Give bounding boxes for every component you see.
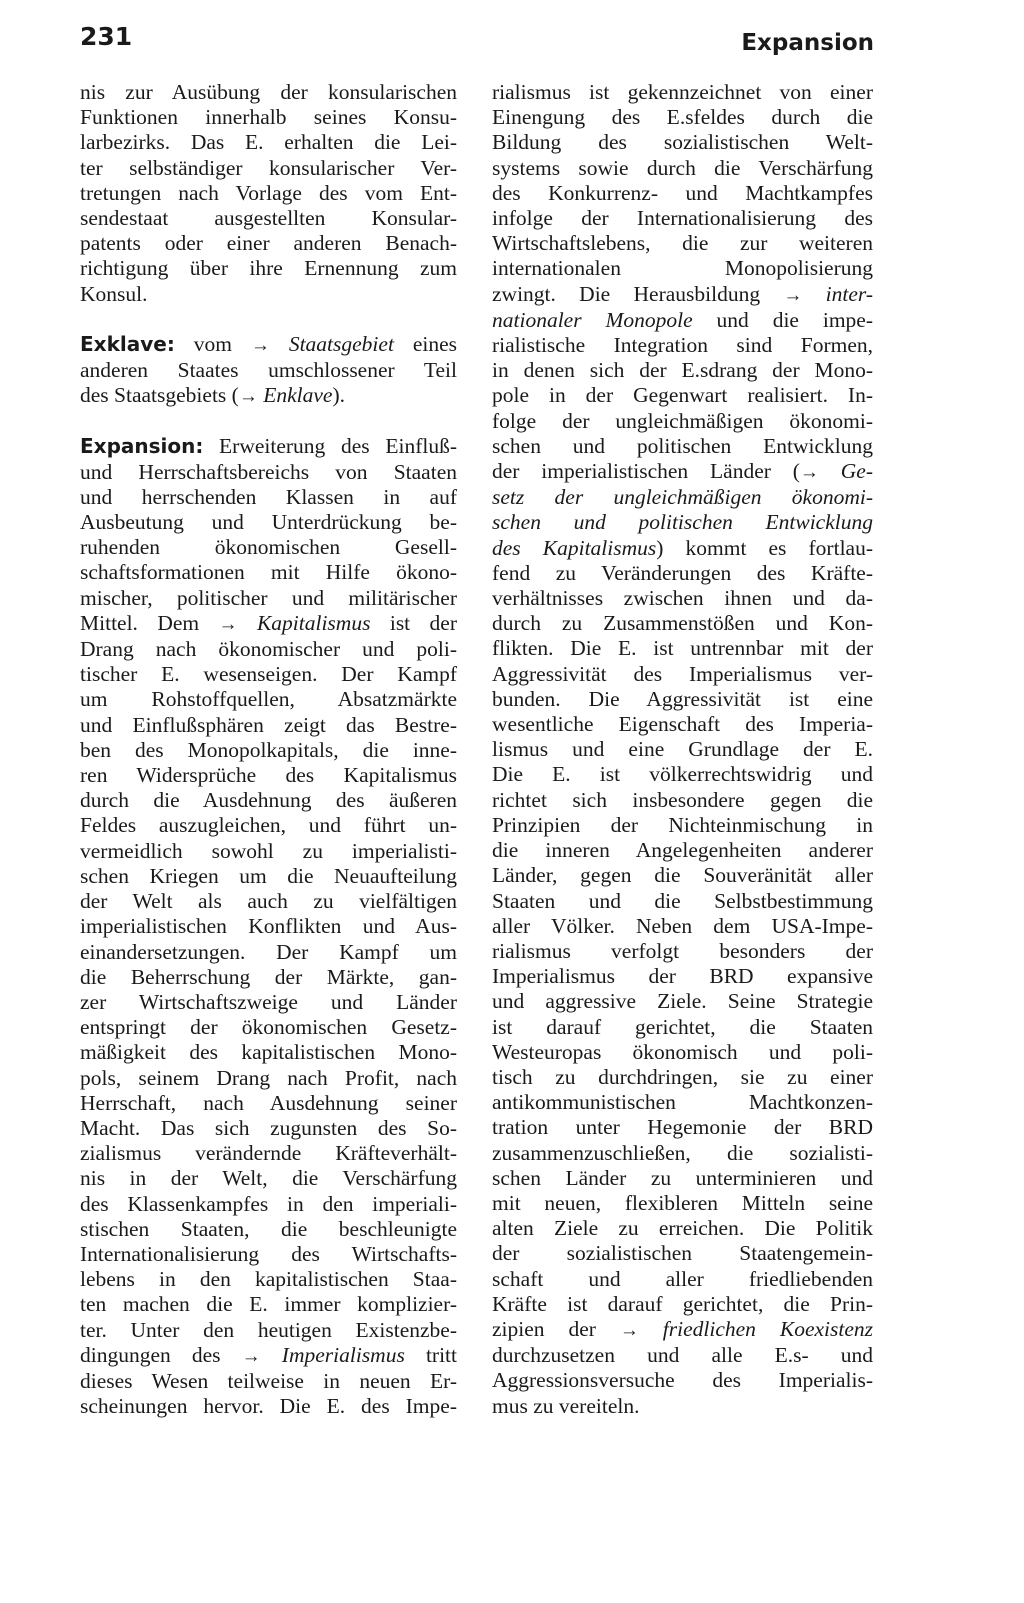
cross-reference-friedliche-koexistenz[interactable]: friedlichen Koexistenz	[662, 1316, 874, 1341]
text-line: tration unter Hegemonie der BRD	[492, 1115, 873, 1140]
text-line: ten machen die E. immer komplizier-	[80, 1292, 457, 1317]
text-line: Feldes auszugleichen, und führt un-	[80, 813, 457, 838]
text-line: bunden. Die Aggressivität ist eine	[492, 686, 873, 711]
text-line	[492, 485, 873, 510]
text-line: mit neuen, flexibleren Mitteln seine	[492, 1190, 873, 1215]
text-line: durchzusetzen und alle E.s- und	[492, 1343, 873, 1368]
text-line: tischer E. wesenseigen. Der Kampf	[80, 662, 457, 687]
paragraph-lines	[492, 561, 873, 1317]
cross-reference-staatsgebiet[interactable]: Staatsgebiet	[288, 331, 394, 356]
text-line: tisch zu durchdringen, sie zu einer	[492, 1064, 873, 1089]
text-line: schen Länder zu unterminieren und	[492, 1165, 873, 1190]
text-line: in denen sich der E.sdrang der Mono-	[492, 358, 873, 383]
text-line: schaft und aller friedliebenden	[492, 1266, 873, 1291]
text-line: antikommunistischen Machtkonzen-	[492, 1090, 873, 1115]
text-line: pols, seinem Drang nach Profit, nach	[80, 1065, 457, 1090]
text-line: Konsul.	[80, 281, 148, 306]
page-number: 231	[80, 22, 133, 51]
text-line: internationalen Monopolisierung	[492, 256, 873, 281]
text-line: Bildung des sozialistischen Welt-	[492, 130, 873, 155]
text-line	[80, 611, 457, 637]
text-line: larbezirks. Das E. erhalten die Lei-	[80, 130, 457, 155]
text-line: der sozialistischen Staatengemein-	[492, 1241, 873, 1266]
text-line: ren Widersprüche des Kapitalismus	[80, 763, 457, 788]
text-line: Drang nach ökonomischer und poli-	[80, 637, 457, 662]
cross-reference-gesetz[interactable]: des Kapitalismus	[492, 535, 657, 560]
text-segment: vom	[193, 331, 232, 356]
text-line: mäßigkeit des kapitalistischen Mono-	[80, 1040, 457, 1065]
text-line	[492, 282, 873, 308]
text-line: zialismus verändernde Kräfteverhält-	[80, 1141, 457, 1166]
text-line: nis in der Welt, die Verschärfung	[80, 1166, 457, 1191]
text-line: des Konkurrenz- und Machtkampfes	[492, 180, 873, 205]
left-column	[80, 80, 457, 1419]
text-line: tretungen nach Vorlage des vom Ent-	[80, 180, 457, 205]
arrow-right-icon: →	[619, 1319, 639, 1341]
text-line: ben des Monopolkapitals, die inne-	[80, 737, 457, 762]
text-line	[80, 1343, 457, 1369]
text-line: schaftsformationen mit Hilfe ökono-	[80, 560, 457, 585]
headword-exklave: Exklave:	[80, 331, 175, 356]
text-segment: ist der	[389, 610, 458, 635]
text-segment: der imperialistischen Länder (	[492, 459, 800, 484]
text-line: schen Kriegen um die Neuaufteilung	[80, 863, 457, 888]
text-line: Wirtschaftslebens, die zur weiteren	[492, 231, 873, 256]
text-line	[80, 434, 457, 459]
text-line: imperialistischen Konflikten und Aus-	[80, 914, 457, 939]
text-line: Länder, gegen die Souveränität aller	[492, 863, 873, 888]
text-segment: dingungen des	[80, 1342, 221, 1367]
text-line: Westeuropas ökonomisch und poli-	[492, 1039, 873, 1064]
text-line: und herrschenden Klassen in auf	[80, 484, 457, 509]
text-line: lismus und eine Grundlage der E.	[492, 737, 873, 762]
arrow-right-icon: →	[250, 334, 270, 356]
arrow-right-icon: →	[799, 462, 819, 484]
text-line	[492, 459, 873, 485]
text-line: ist darauf gerichtet, die Staaten	[492, 1014, 873, 1039]
entry-exklave	[80, 332, 457, 410]
text-line: wesentliche Eigenschaft des Imperia-	[492, 712, 873, 737]
text-line	[80, 332, 457, 358]
text-line: Internationalisierung des Wirtschafts-	[80, 1241, 457, 1266]
paragraph-lines	[80, 637, 457, 1343]
paragraph-lines	[492, 333, 873, 459]
arrow-right-icon: →	[241, 1345, 261, 1367]
text-segment: und die impe-	[716, 307, 873, 332]
text-line: rialismus verfolgt besonders der	[492, 938, 873, 963]
text-line: die Beherrschung der Märkte, gan-	[80, 964, 457, 989]
text-line: zusammenzuschließen, die sozialisti-	[492, 1140, 873, 1165]
text-line: richtigung über ihre Ernennung zum	[80, 256, 457, 281]
text-segment: ) kommt es fortlau-	[656, 535, 873, 560]
text-line: Staaten und die Selbstbestimmung	[492, 888, 873, 913]
paragraph-lines	[492, 80, 873, 282]
text-segment: Mittel. Dem	[80, 610, 200, 635]
text-line: Imperialismus der BRD expansive	[492, 964, 873, 989]
text-line: rialistische Integration sind Formen,	[492, 333, 873, 358]
entry-expansion	[80, 434, 457, 1419]
text-line	[80, 383, 457, 409]
cross-reference-gesetz[interactable]: setz der ungleichmäßigen ökonomi-	[492, 485, 873, 510]
entry-gap	[80, 409, 457, 434]
text-segment: ).	[332, 383, 345, 408]
text-line: Die E. ist völkerrechtswidrig und	[492, 762, 873, 787]
text-line: fend zu Veränderungen des Kräfte-	[492, 560, 873, 585]
text-segment: eines	[412, 331, 458, 356]
text-line: und Herrschaftsbereichs von Staaten	[80, 459, 457, 484]
cross-reference-kapitalismus[interactable]: Kapitalismus	[256, 610, 371, 635]
text-line: infolge der Internationalisierung des	[492, 206, 873, 231]
paragraph-lines	[80, 1369, 457, 1419]
paragraph-lines	[80, 460, 457, 611]
paragraph-lines	[80, 80, 457, 307]
text-line: und Einflußsphären zeigt das Bestre-	[80, 712, 457, 737]
text-line: Prinzipien der Nichteinmischung in	[492, 812, 873, 837]
text-line: systems sowie durch die Verschärfung	[492, 155, 873, 180]
right-column	[492, 80, 873, 1419]
cross-reference-gesetz[interactable]: schen und politischen Entwicklung	[492, 510, 873, 535]
text-segment: Erweiterung des Einfluß-	[219, 434, 457, 459]
text-line: scheinungen hervor. Die E. des Impe-	[80, 1394, 457, 1419]
text-line: die inneren Angelegenheiten anderer	[492, 838, 873, 863]
text-line: schen und politischen Entwicklung	[492, 433, 873, 458]
text-line: alten Ziele zu erreichen. Die Politik	[492, 1216, 873, 1241]
text-line: nis zur Ausübung der konsularischen	[80, 80, 457, 104]
text-line: Herrschaft, nach Ausdehnung seiner	[80, 1090, 457, 1115]
text-line: lebens in den kapitalistischen Staa-	[80, 1267, 457, 1292]
text-line: mischer, politischer und militärischer	[80, 585, 457, 610]
text-line: mus zu vereiteln.	[492, 1393, 640, 1418]
konsul-entry-continuation	[80, 80, 457, 307]
text-line: pole in der Gegenwart realisiert. In-	[492, 383, 873, 408]
text-line: patents oder einer anderen Benach-	[80, 231, 457, 256]
text-line: flikten. Die E. ist untrennbar mit der	[492, 636, 873, 661]
text-segment: tritt	[425, 1342, 458, 1367]
running-head: Expansion	[741, 30, 874, 56]
text-line: entspringt der ökonomischen Gesetz-	[80, 1015, 457, 1040]
text-line: folge der ungleichmäßigen ökonomi-	[492, 408, 873, 433]
text-line: um Rohstoffquellen, Absatzmärkte	[80, 687, 457, 712]
arrow-right-icon: →	[783, 284, 803, 306]
text-line: der Welt als auch zu vielfältigen	[80, 889, 457, 914]
text-line	[492, 1317, 873, 1343]
arrow-right-icon: →	[218, 613, 238, 635]
text-line: aller Völker. Neben dem USA-Impe-	[492, 913, 873, 938]
text-line: Aggressionsversuche des Imperialis-	[492, 1368, 873, 1393]
text-segment: zipien der	[492, 1316, 596, 1341]
text-line: Kräfte ist darauf gerichtet, die Prin-	[492, 1291, 873, 1316]
cross-reference-gesetz[interactable]: Ge-	[840, 459, 874, 484]
text-line: ruhenden ökonomischen Gesell-	[80, 535, 457, 560]
text-line: einandersetzungen. Der Kampf um	[80, 939, 457, 964]
text-line: vermeidlich sowohl zu imperialisti-	[80, 838, 457, 863]
text-segment: zwingt. Die Herausbildung	[492, 281, 761, 306]
text-line: des Klassenkampfes in den imperiali-	[80, 1191, 457, 1216]
text-line: und aggressive Ziele. Seine Strategie	[492, 989, 873, 1014]
text-line: zer Wirtschaftszweige und Länder	[80, 989, 457, 1014]
text-line: Aggressivität des Imperialismus ver-	[492, 661, 873, 686]
headword-expansion: Expansion:	[80, 434, 204, 459]
text-line: ter. Unter den heutigen Existenzbe-	[80, 1317, 457, 1342]
text-line: rialismus ist gekennzeichnet von einer	[492, 80, 873, 104]
text-line: stischen Staaten, die beschleunigte	[80, 1216, 457, 1241]
text-line	[492, 510, 873, 535]
cross-reference-enklave[interactable]: Enklave	[263, 383, 333, 408]
text-line	[492, 308, 873, 333]
text-line: verhältnisses zwischen ihnen und da-	[492, 586, 873, 611]
entry-gap	[80, 307, 457, 332]
paragraph-lines	[492, 1343, 873, 1419]
text-line: Funktionen innerhalb seines Konsu-	[80, 105, 457, 130]
cross-reference-internationale-monopole[interactable]: inter-	[825, 281, 873, 306]
cross-reference-internationale-monopole[interactable]: nationaler Monopole	[492, 307, 693, 332]
cross-reference-imperialismus[interactable]: Imperialismus	[281, 1342, 405, 1367]
text-line: dieses Wesen teilweise in neuen Er-	[80, 1368, 457, 1393]
text-segment: des Staatsgebiets (	[80, 383, 239, 408]
text-line: ter selbständiger konsularischer Ver-	[80, 155, 457, 180]
text-line: anderen Staates umschlossener Teil	[80, 358, 457, 383]
text-line: sendestaat ausgestellten Konsular-	[80, 206, 457, 231]
arrow-right-icon: →	[238, 386, 258, 408]
text-line: richtet sich insbesondere gegen die	[492, 787, 873, 812]
text-line	[492, 536, 873, 561]
text-line: Einengung des E.sfeldes durch die	[492, 105, 873, 130]
text-line: durch zu Zusammenstößen und Kon-	[492, 611, 873, 636]
text-line: Ausbeutung und Unterdrückung be-	[80, 510, 457, 535]
text-line: Macht. Das sich zugunsten des So-	[80, 1115, 457, 1140]
text-line: durch die Ausdehnung des äußeren	[80, 788, 457, 813]
